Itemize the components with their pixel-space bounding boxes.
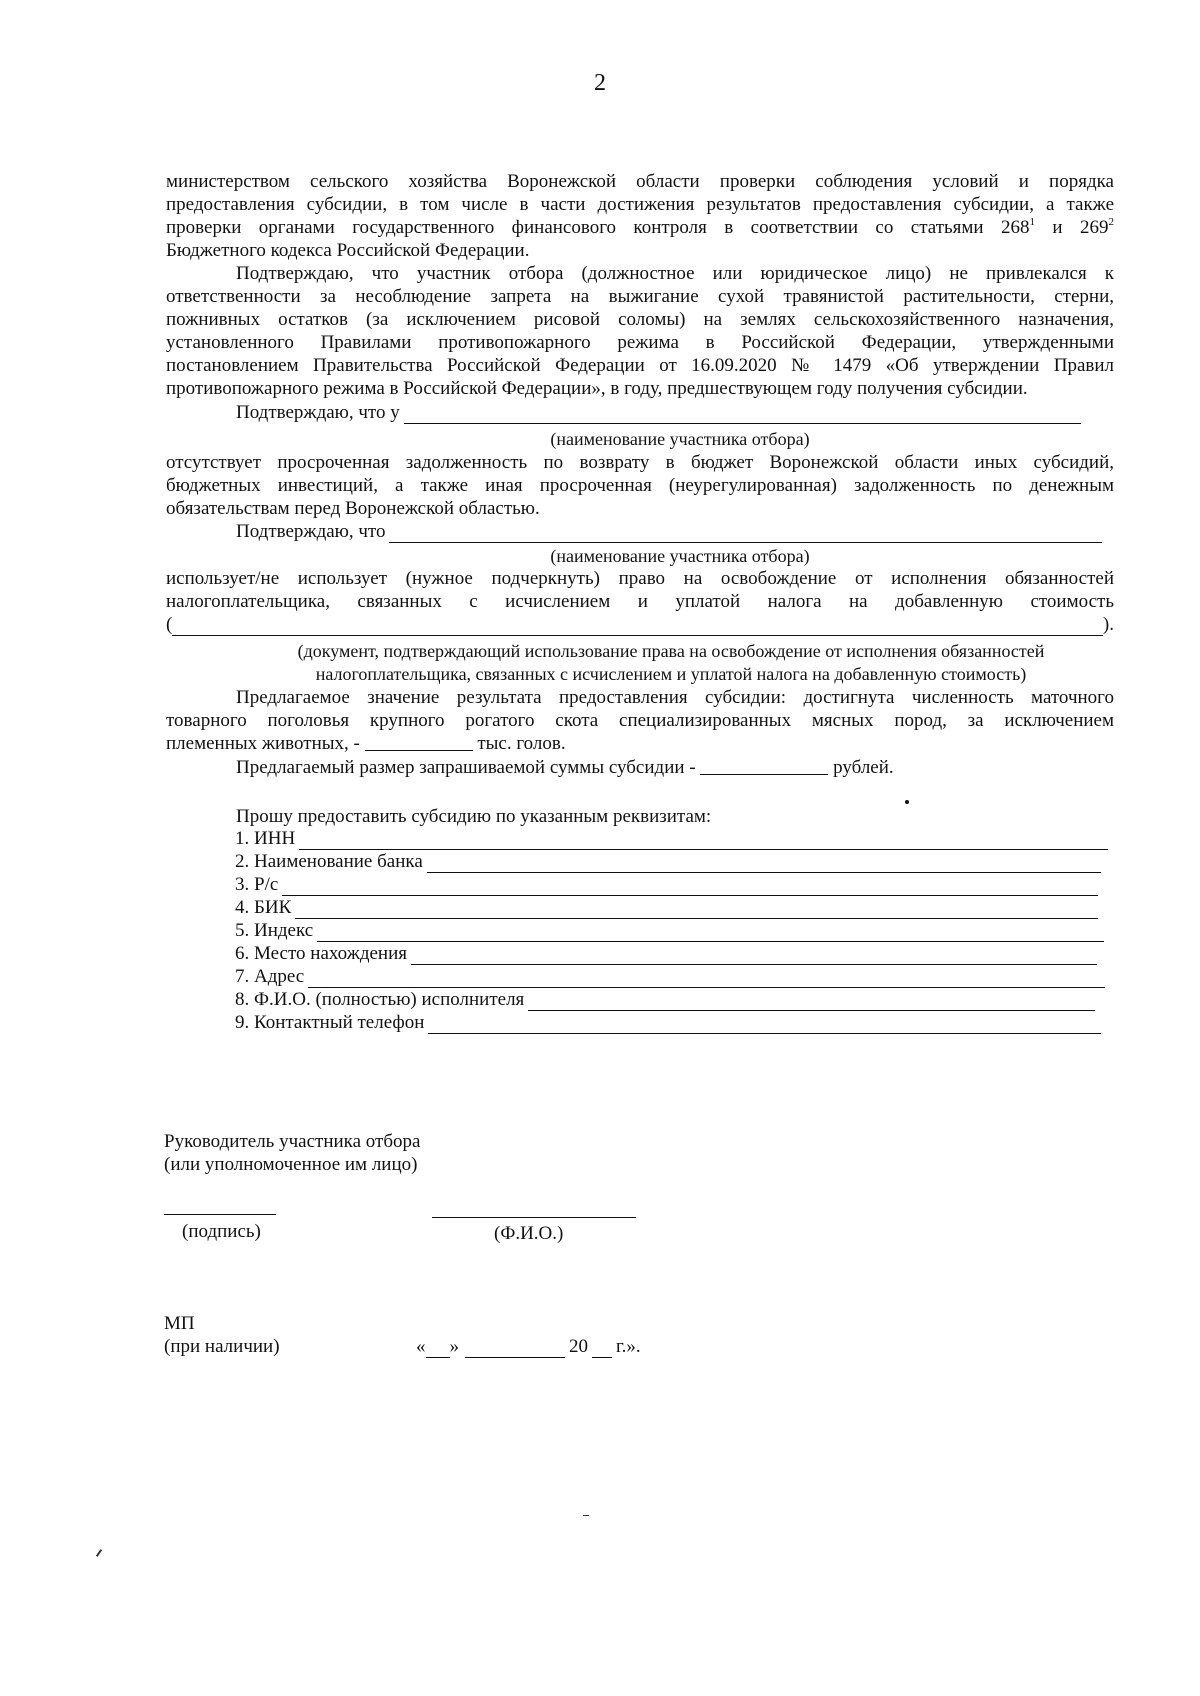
text-line: племенных животных, - тыс. голов. [166,733,566,754]
field-caption: (наименование участника отбора) [550,429,810,449]
requisite-inn: 1. ИНН [235,827,1108,850]
bik-field[interactable] [295,902,1098,919]
inn-field[interactable] [299,833,1108,850]
date-year-field[interactable] [592,1341,612,1358]
paragraph-vat [166,567,1114,613]
date-day-field[interactable] [426,1341,450,1358]
date-month-field[interactable] [465,1341,565,1358]
participant-name-field[interactable] [404,405,1081,424]
requisite-account: 3. Р/с [235,873,1098,896]
scan-dot [905,800,909,804]
signature-line[interactable] [164,1213,276,1215]
stamp-label: МП [164,1313,195,1334]
text-line: противопожарного режима в Российской Федерации», в году, предшествующем году получения субсидии. [166,378,1028,399]
scan-mark [96,1549,102,1557]
location-field[interactable] [411,948,1097,965]
superscript: 1 [1029,216,1036,228]
requisite-address: 7. Адрес [235,965,1105,988]
text-line: Предлагаемое значение результата предоставления субсидии: достигнута численность маточного [236,687,1114,708]
paragraph-no-debt [166,451,1114,520]
signature-caption: (подпись) [182,1221,261,1242]
text-lead: Подтверждаю, что [236,521,386,542]
date-row: « » 20 г.». [416,1336,641,1357]
account-field[interactable] [282,879,1098,896]
requisite-phone: 9. Контактный телефон [235,1011,1101,1034]
text-line: проверки органами государственного финансового контроля в соответствии со статьями $268^1$ и $269^2$ [166,216,1115,238]
requisite-executor: 8. Ф.И.О. (полностью) исполнителя [235,988,1095,1011]
phone-field[interactable] [428,1017,1101,1034]
text-line: использует/не использует (нужное подчеркнуть) право на освобождение от исполнения обязанностей [166,568,1114,589]
text-line: пожнивных остатков (за исключением рисовой соломы) на землях сельскохозяйственного назначения, [166,309,1114,330]
signatory-heading: Руководитель участника отбора (или уполномоченное им лицо) [164,1131,421,1175]
vat-document-row: ( ). [166,614,1114,635]
participant-name-field[interactable] [389,524,1102,543]
field-caption: (документ, подтверждающий использование права на освобождение от исполнения обязанностей налогоплательщика, связанных с исчислением и уплатой налога на добавленную стоимость) [297,641,1045,684]
superscript: 2 [1108,216,1115,228]
text-line: предоставления субсидии, в том числе в части достижения результатов предоставления субсидии, а также [166,194,1114,215]
paragraph-inspection [166,170,1114,262]
text-line: обязательствам перед Воронежской областью. [166,498,540,519]
participant-name-row-2 [236,520,1102,543]
vat-document-field[interactable] [172,617,1103,636]
text-line: постановлением Правительства Российской Федерации от 16.09.2020 № 1479 «Об утверждении Правил [166,355,1114,376]
page-number: 2 [594,70,606,96]
requisite-bik: 4. БИК [235,896,1098,919]
index-field[interactable] [317,925,1104,942]
fio-caption: (Ф.И.О.) [494,1223,564,1244]
executor-name-field[interactable] [528,994,1095,1011]
stamp-note: (при наличии) [164,1336,280,1357]
text-line: министерством сельского хозяйства Воронежской области проверки соблюдения условий и порядка [166,171,1114,192]
text-line: отсутствует просроченная задолженность по возврату в бюджет Воронежской области иных субсидий, [166,452,1114,473]
text-line: налогоплательщика, связанных с исчислением и уплатой налога на добавленную стоимость [166,591,1114,612]
paragraph-result-value [166,686,1114,755]
paragraph-fire-safety [166,262,1114,400]
text-line: установленного Правилами противопожарного режима в Российской Федерации, утвержденными [166,332,1114,353]
stamp-block [164,1312,280,1358]
requisite-bank: 2. Наименование банка [235,850,1101,873]
scan-mark [583,1515,589,1516]
text-line: ответственности за несоблюдение запрета на выжигание сухой травянистой растительности, стерни, [166,286,1114,307]
participant-name-row-1 [236,401,1081,424]
text-lead: Подтверждаю, что у [236,402,400,423]
field-caption: (наименование участника отбора) [550,546,810,566]
subsidy-amount-row: Предлагаемый размер запрашиваемой суммы субсидии - рублей. [236,757,894,778]
address-field[interactable] [308,971,1105,988]
text-line: товарного поголовья крупного рогатого скота специализированных мясных пород, за исключением [166,710,1114,731]
livestock-count-field[interactable] [365,734,473,751]
requisites-intro: Прошу предоставить субсидию по указанным реквизитам: [236,806,712,827]
text-line: бюджетных инвестиций, а также иная просроченная (неурегулированная) задолженность по денежным [166,475,1114,496]
requisite-location: 6. Место нахождения [235,942,1097,965]
requisite-index: 5. Индекс [235,919,1104,942]
text-line: Бюджетного кодекса Российской Федерации. [166,240,530,261]
subsidy-amount-field[interactable] [700,758,828,775]
text-line: Подтверждаю, что участник отбора (должностное или юридическое лицо) не привлекался к [236,263,1114,284]
fio-line[interactable] [432,1216,636,1218]
bank-name-field[interactable] [427,856,1101,873]
